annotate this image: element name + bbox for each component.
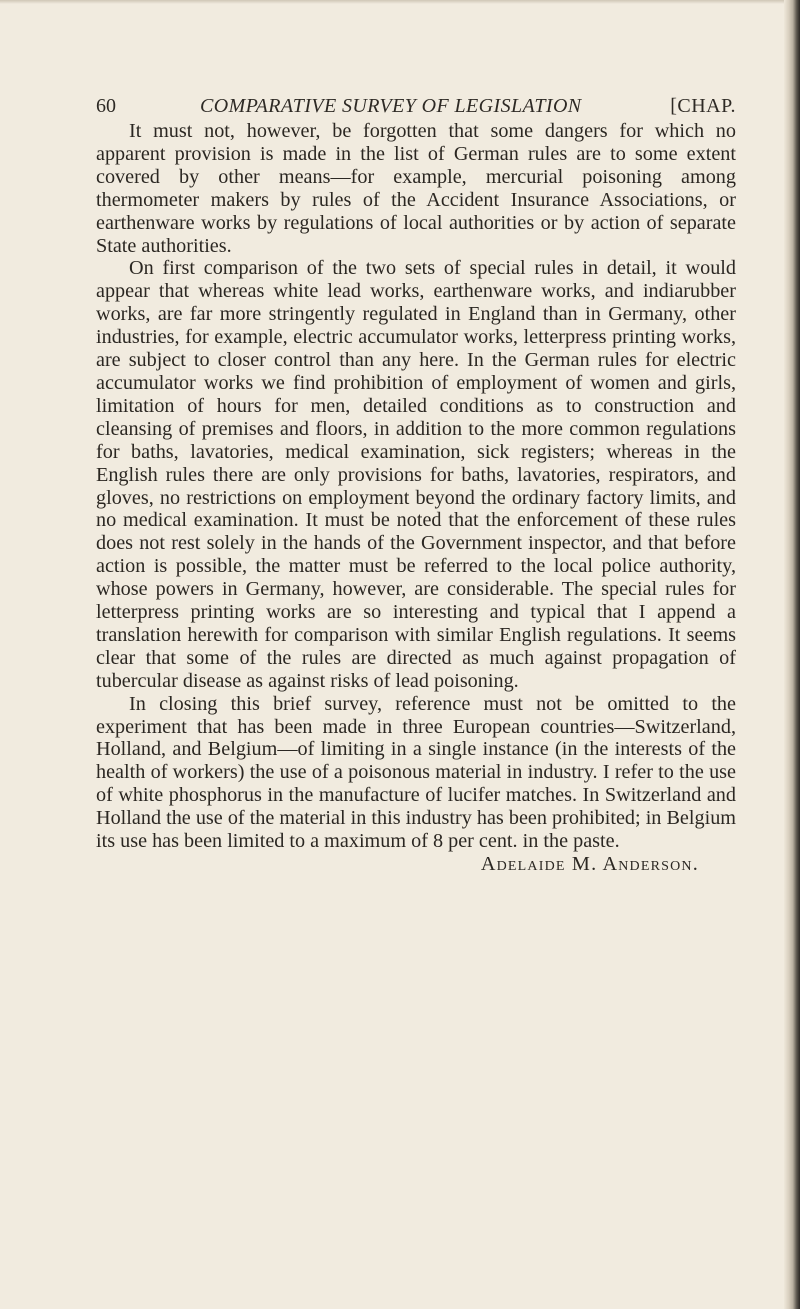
chapter-marker: [CHAP. <box>670 95 736 117</box>
paragraph: It must not, however, be forgotten that some dangers for which no apparent provision is made in the list of German rules are to some extent covered by other means—for example, mercurial poisoning among thermometer makers by rules of the Accident Insurance Associations, or earthenware works by regulations of local authorities or by action of separate State authorities. <box>96 120 736 257</box>
running-title: COMPARATIVE SURVEY OF LEGISLATION <box>200 95 582 117</box>
page-top-shadow <box>0 0 800 4</box>
paragraph: In closing this brief survey, reference must not be omitted to the experiment that has been made in three European countries—Switzerland, Holland, and Belgium—of limiting in a single instance (in the interests of the health of workers) the use of a poisonous material in industry. I refer to the use of white phosphorus in the manufacture of lucifer matches. In Switzerland and Holland the use of the material in this industry has been prohibited; in Belgium its use has been limited to a maximum of 8 per cent. in the paste. <box>96 692 736 853</box>
body-text <box>96 120 736 876</box>
paragraph: On first comparison of the two sets of special rules in detail, it would appear that whereas white lead works, earthenware works, and indiarubber works, are far more stringently regulated in England than in Germany, other industries, for example, electric accumulator works, letterpress printing works, are subject to closer control than any here. In the German rules for electric accumulator works we find prohibition of employment of women and girls, limitation of hours for men, detailed conditions as to construction and cleansing of premises and floors, in addition to the more common regulations for baths, lavatories, medical examination, sick registers; whereas in the English rules there are only provisions for baths, lavatories, respirators, and gloves, no restrictions on employment beyond the ordinary factory limits, and no medical examination. It must be noted that the enforcement of these rules does not rest solely in the hands of the Government inspector, and that before action is possible, the matter must be referred to the local police authority, whose powers in Germany, however, are considerable. The special rules for letterpress printing works are so interesting and typical that I append a translation herewith for comparison with similar English regulations. It seems clear that some of the rules are directed as much against propagation of tubercular disease as against risks of lead poisoning. <box>96 257 736 692</box>
page-edge <box>784 0 800 1309</box>
author-signature: Adelaide M. Anderson. <box>480 853 699 875</box>
page-number: 60 <box>96 95 116 117</box>
running-head <box>96 92 736 120</box>
